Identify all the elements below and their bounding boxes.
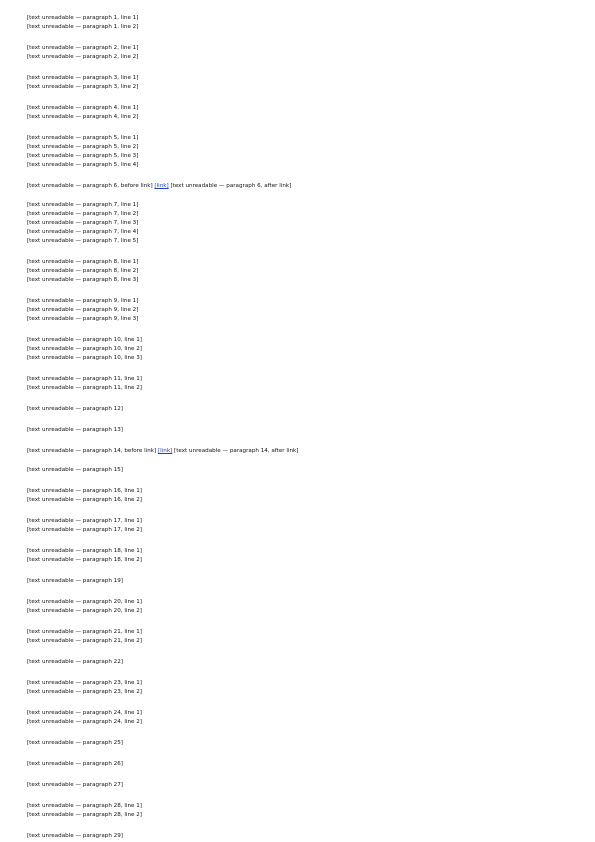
document-paragraph: [text unreadable — paragraph 25] [27,740,123,746]
document-paragraph: [text unreadable — paragraph 15] [27,467,123,473]
document-paragraph: [text unreadable — paragraph 29] [27,833,123,839]
paragraph-link[interactable]: [link] [157,448,173,454]
paragraph-text: [text unreadable — paragraph 14, after link] [174,448,299,454]
document-body [27,14,568,839]
document-paragraph: [text unreadable — paragraph 11, line 1] [text unreadable — paragraph 11, line 2] [27,376,142,391]
document-paragraph: [text unreadable — paragraph 28, line 1] [text unreadable — paragraph 28, line 2] [27,803,142,818]
document-paragraph: [text unreadable — paragraph 19] [27,578,123,584]
document-paragraph: [text unreadable — paragraph 8, line 1] [text unreadable — paragraph 8, line 2] [text unreadable — paragraph 8, line 3] [27,259,139,283]
document-paragraph: [text unreadable — paragraph 7, line 1] [text unreadable — paragraph 7, line 2] [text unreadable — paragraph 7, line 3] [text unreadable — paragraph 7, line 4] [text unreadable — paragraph 7, line 5] [27,202,139,244]
paragraph-text: [text unreadable — paragraph 14, before link] [27,448,157,454]
document-paragraph: [text unreadable — paragraph 21, line 1] [text unreadable — paragraph 21, line 2] [27,629,142,644]
document-paragraph: [text unreadable — paragraph 3, line 1] [text unreadable — paragraph 3, line 2] [27,75,139,90]
document-paragraph: [text unreadable — paragraph 18, line 1] [text unreadable — paragraph 18, line 2] [27,548,142,563]
document-paragraph-with-link [27,447,568,456]
document-paragraph: [text unreadable — paragraph 2, line 1] [text unreadable — paragraph 2, line 2] [27,45,139,60]
document-paragraph: [text unreadable — paragraph 22] [27,659,123,665]
paragraph-text: [text unreadable — paragraph 6, before link] [27,183,153,189]
document-paragraph: [text unreadable — paragraph 23, line 1] [text unreadable — paragraph 23, line 2] [27,680,142,695]
document-paragraph: [text unreadable — paragraph 10, line 1] [text unreadable — paragraph 10, line 2] [text unreadable — paragraph 10, line 3] [27,337,142,361]
paragraph-text: [text unreadable — paragraph 6, after link] [170,183,292,189]
document-paragraph: [text unreadable — paragraph 24, line 1] [text unreadable — paragraph 24, line 2] [27,710,142,725]
document-paragraph: [text unreadable — paragraph 20, line 1] [text unreadable — paragraph 20, line 2] [27,599,142,614]
document-paragraph: [text unreadable — paragraph 17, line 1] [text unreadable — paragraph 17, line 2] [27,518,142,533]
document-paragraph: [text unreadable — paragraph 27] [27,782,123,788]
document-paragraph: [text unreadable — paragraph 13] [27,427,123,433]
document-paragraph: [text unreadable — paragraph 4, line 1] [text unreadable — paragraph 4, line 2] [27,105,139,120]
document-paragraph: [text unreadable — paragraph 9, line 1] [text unreadable — paragraph 9, line 2] [text unreadable — paragraph 9, line 3] [27,298,139,322]
document-paragraph: [text unreadable — paragraph 26] [27,761,123,767]
document-paragraph: [text unreadable — paragraph 16, line 1] [text unreadable — paragraph 16, line 2] [27,488,142,503]
document-paragraph: [text unreadable — paragraph 1, line 1] [text unreadable — paragraph 1, line 2] [27,15,139,30]
document-paragraph-with-link [27,182,568,191]
document-paragraph: [text unreadable — paragraph 12] [27,406,123,412]
document-paragraph: [text unreadable — paragraph 5, line 1] [text unreadable — paragraph 5, line 2] [text unreadable — paragraph 5, line 3] [text unreadable — paragraph 5, line 4] [27,135,139,168]
paragraph-link[interactable]: [link] [154,183,169,189]
